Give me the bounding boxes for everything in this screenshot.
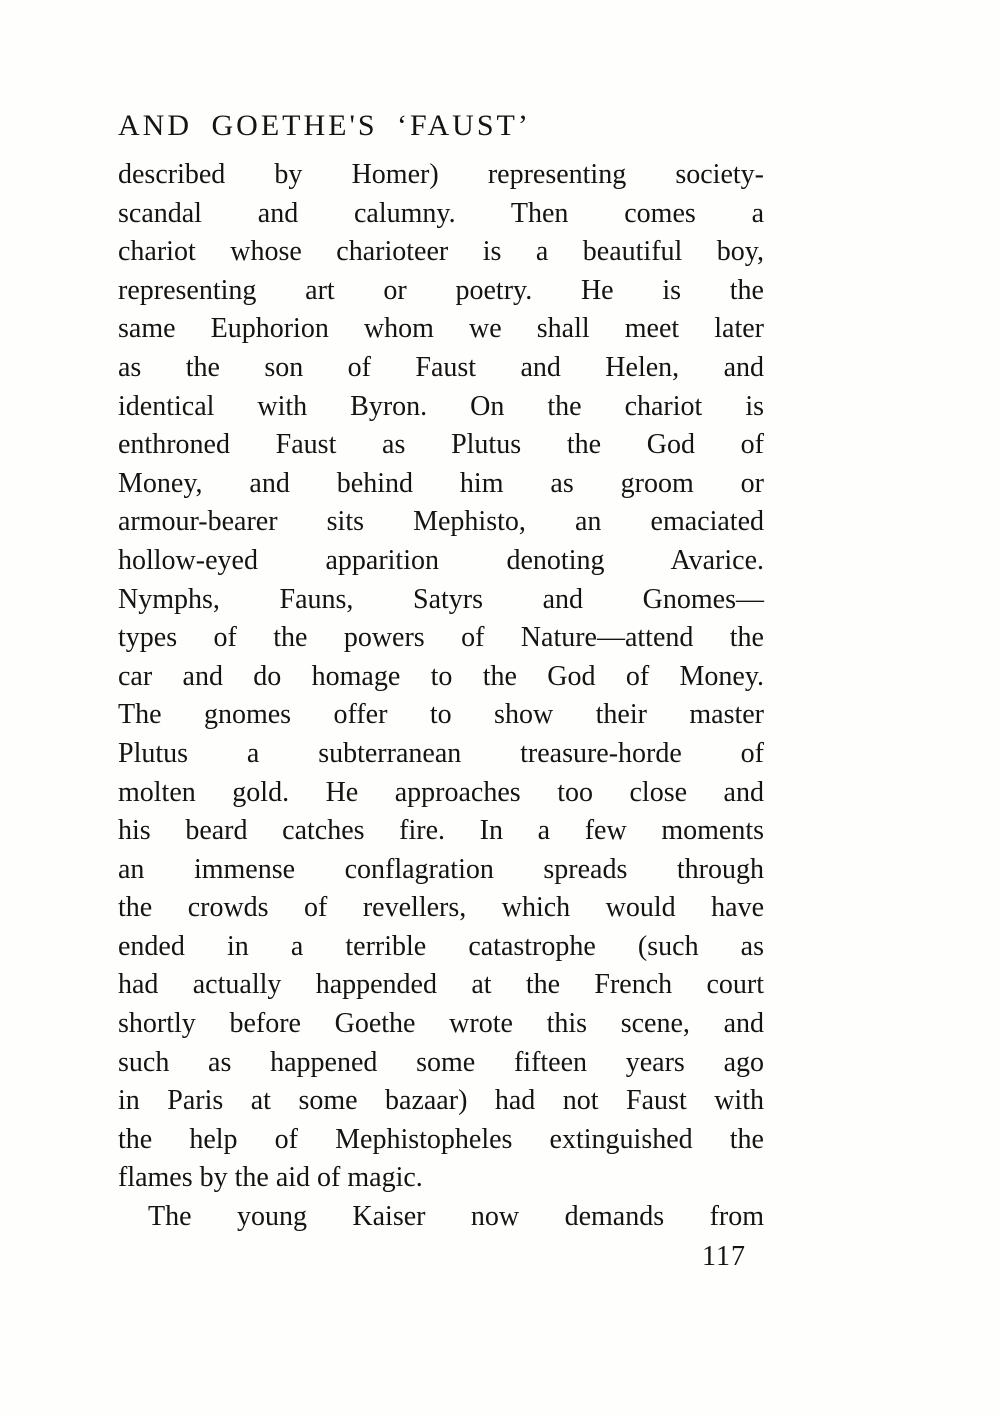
text-line: The young Kaiser now demands from — [148, 1201, 764, 1233]
paragraph — [118, 156, 764, 1198]
text-line: Money, and behind him as groom or — [118, 467, 764, 499]
text-line: scandal and calumny. Then comes a — [118, 197, 764, 229]
running-header: AND GOETHE'S ‘FAUST’ — [118, 109, 531, 142]
text-line: chariot whose charioteer is a beautiful boy, — [118, 236, 764, 268]
body-text — [118, 156, 764, 1237]
text-line: enthroned Faust as Plutus the God of — [118, 429, 764, 461]
text-line: the help of Mephistopheles extinguished the — [118, 1123, 764, 1155]
text-line: hollow-eyed apparition denoting Avarice. — [118, 544, 764, 576]
text-line: molten gold. He approaches too close and — [118, 776, 764, 808]
text-line: types of the powers of Nature—attend the — [118, 622, 764, 654]
text-line: as the son of Faust and Helen, and — [118, 351, 764, 383]
text-line: The gnomes offer to show their master — [118, 699, 764, 731]
text-line: ended in a terrible catastrophe (such as — [118, 930, 764, 962]
text-line: flames by the aid of magic. — [118, 1162, 423, 1194]
text-line: armour-bearer sits Mephisto, an emaciated — [118, 506, 764, 538]
page-number: 117 — [702, 1240, 746, 1272]
text-line: same Euphorion whom we shall meet later — [118, 313, 764, 345]
text-line: shortly before Goethe wrote this scene, and — [118, 1008, 764, 1040]
paragraph — [118, 1198, 764, 1237]
text-line: his beard catches fire. In a few moments — [118, 815, 764, 847]
text-line: Nymphs, Fauns, Satyrs and Gnomes— — [118, 583, 764, 615]
text-line: an immense conflagration spreads through — [118, 853, 764, 885]
text-line: identical with Byron. On the chariot is — [118, 390, 764, 422]
text-line: Plutus a subterranean treasure-horde of — [118, 737, 764, 769]
text-line: had actually happended at the French court — [118, 969, 764, 1001]
text-line: the crowds of revellers, which would have — [118, 892, 764, 924]
text-line: in Paris at some bazaar) had not Faust with — [118, 1085, 764, 1117]
text-line: representing art or poetry. He is the — [118, 274, 764, 306]
text-line: car and do homage to the God of Money. — [118, 660, 764, 692]
text-line: described by Homer) representing society- — [118, 159, 764, 190]
text-column — [118, 106, 764, 1276]
text-line: such as happened some fifteen years ago — [118, 1046, 764, 1078]
